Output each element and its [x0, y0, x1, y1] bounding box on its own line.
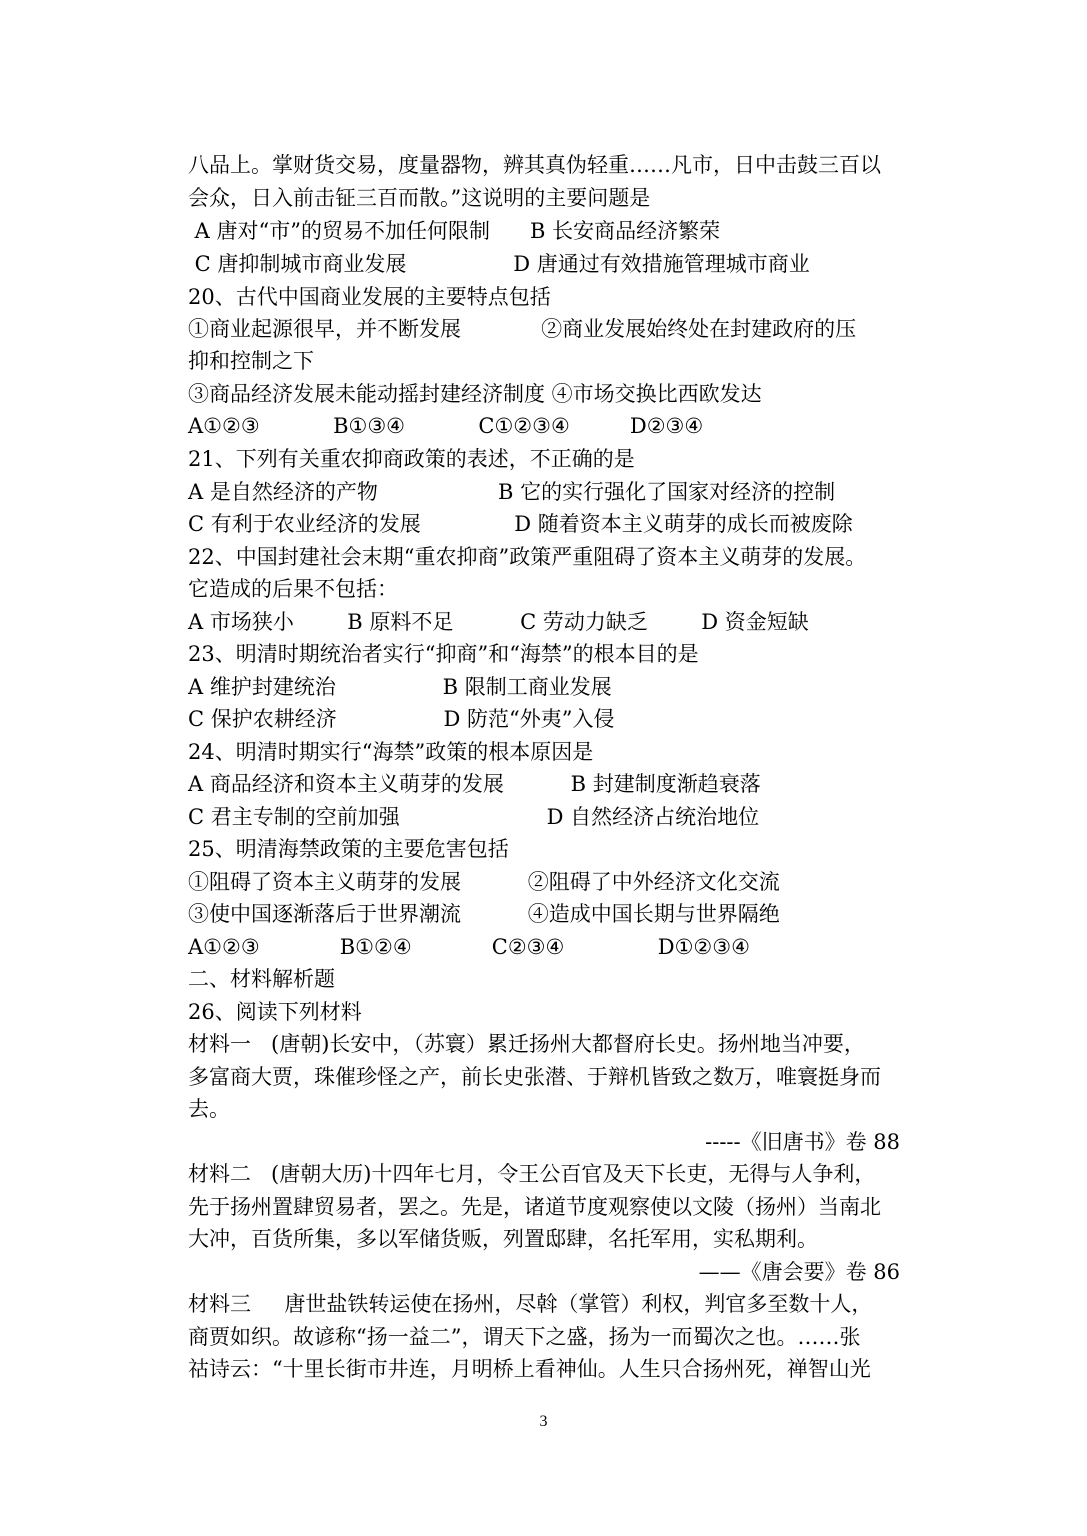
line-18: C 保护农耕经济 D 防范“外夷”入侵 — [188, 707, 615, 731]
line-9: A①②③ B①③④ C①②③④ D②③④ — [188, 414, 704, 438]
line-14: 它造成的后果不包括： — [188, 577, 398, 601]
line-32: 先于扬州置肆贸易者，罢之。先是，诸道节度观察使以文陵（扬州）当南北 — [188, 1195, 881, 1219]
line-6: ①商业起源很早，并不断发展 ②商业发展始终处在封建政府的压 — [188, 317, 857, 341]
source-1: -----《旧唐书》卷 88 — [705, 1130, 900, 1154]
line-28: 材料一 (唐朝)长安中，（苏寰）累迁扬州大都督府长史。扬州地当冲要， — [188, 1032, 865, 1056]
line-4: C 唐抑制城市商业发展 D 唐通过有效措施管理城市商业 — [188, 252, 810, 276]
source-2: ——《唐会要》卷 86 — [698, 1260, 900, 1284]
line-7: 抑和控制之下 — [188, 349, 314, 373]
line-29: 多富商大贾，珠催珍怪之产，前长史张潜、于辩机皆致之数万，唯寰挺身而 — [188, 1065, 881, 1089]
line-22: 25、明清海禁政策的主要危害包括 — [188, 837, 509, 861]
line-33: 大冲，百货所集，多以军储货贩，列置邸肆，名托军用，实私期利。 — [188, 1227, 818, 1251]
line-15: A 市场狭小 B 原料不足 C 劳动力缺乏 D 资金短缺 — [188, 610, 809, 634]
line-17: A 维护封建统治 B 限制工商业发展 — [188, 675, 612, 699]
line-21: C 君主专制的空前加强 D 自然经济占统治地位 — [188, 805, 760, 829]
line-34: 材料三 唐世盐铁转运使在扬州，尽斡（掌管）利权，判官多至数十人， — [188, 1292, 873, 1316]
line-16: 23、明清时期统治者实行“抑商”和“海禁”的根本目的是 — [188, 642, 699, 666]
line-10: 21、下列有关重农抑商政策的表述，不正确的是 — [188, 447, 635, 471]
line-5: 20、古代中国商业发展的主要特点包括 — [188, 285, 551, 309]
line-24: ③使中国逐渐落后于世界潮流 ④造成中国长期与世界隔绝 — [188, 902, 780, 926]
line-19: 24、明清时期实行“海禁”政策的根本原因是 — [188, 740, 594, 764]
line-26: 二、材料解析题 — [188, 967, 335, 991]
line-12: C 有利于农业经济的发展 D 随着资本主义萌芽的成长而被废除 — [188, 512, 853, 536]
line-23: ①阻碍了资本主义萌芽的发展 ②阻碍了中外经济文化交流 — [188, 870, 780, 894]
line-2: 会众，日入前击钲三百而散。”这说明的主要问题是 — [188, 186, 651, 210]
line-30: 去。 — [188, 1097, 230, 1121]
line-31: 材料二 (唐朝大历)十四年七月，令王公百官及天下长吏，无得与人争利， — [188, 1162, 876, 1186]
line-20: A 商品经济和资本主义萌芽的发展 B 封建制度渐趋衰落 — [188, 772, 761, 796]
line-8: ③商品经济发展未能动摇封建经济制度 ④市场交换比西欧发达 — [188, 382, 762, 406]
line-36: 祜诗云：“十里长街市井连，月明桥上看神仙。人生只合扬州死，禅智山光 — [188, 1357, 871, 1381]
line-11: A 是自然经济的产物 B 它的实行强化了国家对经济的控制 — [188, 480, 836, 504]
line-1: 八品上。掌财货交易，度量器物，辨其真伪轻重……凡市，日中击鼓三百以 — [188, 153, 881, 177]
line-27: 26、阅读下列材料 — [188, 1000, 362, 1024]
line-13: 22、中国封建社会末期“重农抑商”政策严重阻碍了资本主义萌芽的发展。 — [188, 545, 867, 569]
line-25: A①②③ B①②④ C②③④ D①②③④ — [188, 935, 750, 959]
line-3: A 唐对“市”的贸易不加任何限制 B 长安商品经济繁荣 — [188, 219, 721, 243]
line-35: 商贾如织。故谚称“扬一益二”，谓天下之盛，扬为一而蜀次之也。……张 — [188, 1325, 861, 1349]
page-number: 3 — [539, 1413, 548, 1430]
